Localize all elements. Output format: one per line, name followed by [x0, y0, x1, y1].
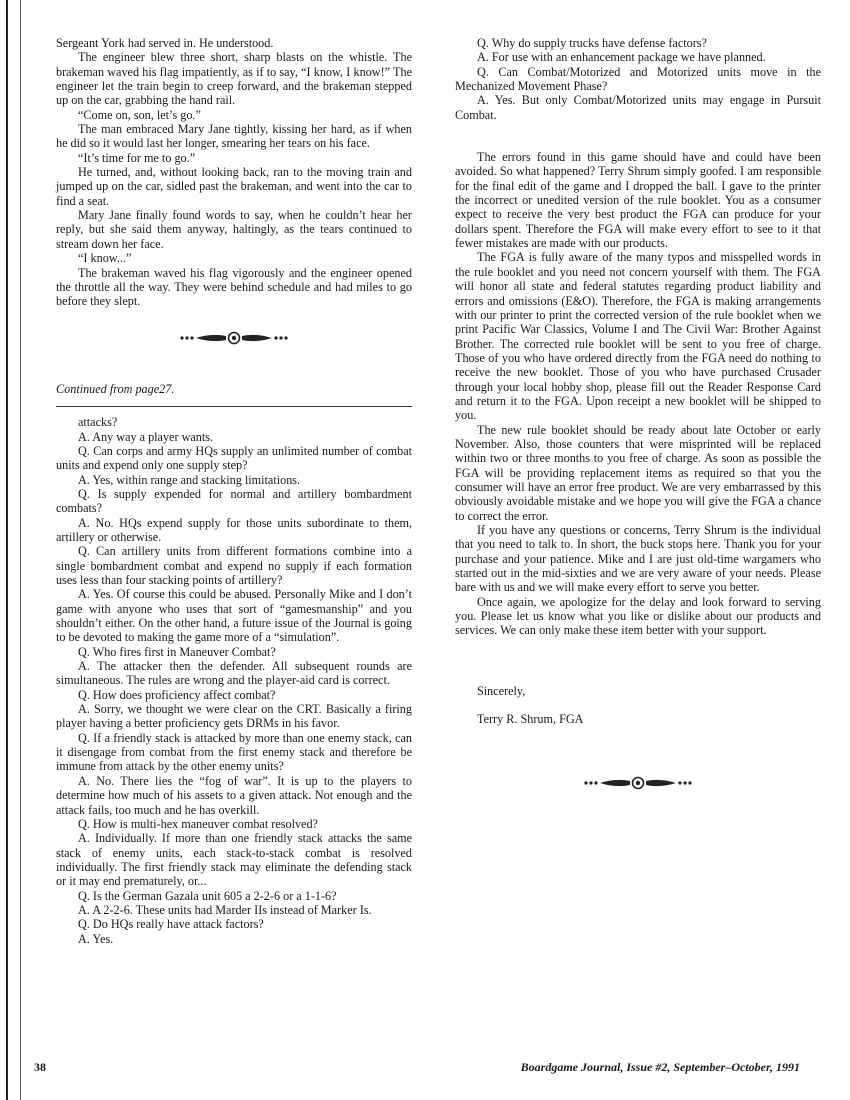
letter-paragraph: The errors found in this game should have and could have been avoided. So what happened? Terry Shrum simply goofed. I am responsible for the final edit of the game and I dropped the ball. I gave to the printer the incorrect or unedited version of the rule booklet. You as a consumer expect to receive the very best product the FGA can produce for your dollars spent. Therefore the FGA will make every effort to see to it that fewer mistakes are made with our products. [455, 150, 821, 251]
qa-prefix: A. [78, 831, 90, 846]
letter-signoff [455, 684, 821, 727]
letter-paragraph: Once again, we apologize for the delay and look forward to serving you. Please let us know what you like or dislike about our products and services. We can only make these item better with your support. [455, 594, 821, 638]
qa-prefix: A. [78, 931, 90, 946]
qa-lead-text: attacks? [78, 415, 118, 430]
qa-prefix: A. [78, 472, 90, 487]
qa-text: Can corps and army HQs supply an unlimited number of combat units and expend only one supply step? [56, 443, 413, 473]
qa-item [56, 774, 412, 817]
qa-prefix: Q. [78, 888, 90, 903]
qa-prefix: Q. [477, 64, 489, 79]
journal-title: Boardgame Journal [520, 1060, 621, 1074]
story-paragraph: “Come on, son, let’s go.” [78, 107, 201, 122]
qa-prefix: Q. [78, 443, 90, 458]
qa-item [56, 688, 412, 702]
qa-text: Can artillery units from different formations combine into a single bombardment combat and expend no supply if each formation uses less than four stacking points of artillery? [56, 544, 412, 587]
qa-item [56, 917, 412, 931]
qa-item [56, 645, 412, 659]
qa-prefix: Q. [78, 816, 90, 831]
story-paragraph: The engineer blew three short, sharp blasts on the whistle. The brakeman waved his flag impatiently, as if to say, “I know, I know!” The engineer let the train begin to creep forward, and the brakeman stepped up on the car, grabbing the hand rail. [56, 50, 412, 108]
left-column [56, 36, 412, 946]
qa-text: Yes. But only Combat/Motorized units may engage in Pursuit Combat. [455, 93, 821, 122]
column-rule [56, 406, 412, 407]
section-divider-ornament [56, 331, 412, 348]
qa-prefix: A. [78, 587, 90, 602]
running-footer [500, 1060, 800, 1075]
qa-prefix: A. [78, 429, 90, 444]
story-paragraph: He turned, and, without looking back, ran to the moving train and jumped up on the car, sidled past the brakeman, and went into the car to find a seat. [56, 165, 412, 208]
story-ending [56, 36, 412, 309]
qa-text: Sorry, we thought we were clear on the CRT. Basically a firing player having a better proficiency gets DRMs in his favor. [56, 702, 412, 731]
qa-section [56, 415, 412, 946]
qa-item [56, 889, 412, 903]
story-paragraph: Mary Jane finally found words to say, when he couldn’t hear her reply, but she said them anyway, haltingly, as the tears continued to stream down her face. [56, 208, 412, 251]
qa-text: If a friendly stack is attacked by more than one enemy stack, can it disengage from combat from the first enemy stack and therefore be immune from attack by the other enemy units? [56, 730, 413, 774]
qa-prefix: Q. [78, 687, 90, 702]
qa-item [56, 702, 412, 731]
qa-item [455, 65, 821, 94]
story-paragraph: “It’s time for me to go.” [78, 150, 196, 165]
letter-paragraph: If you have any questions or concerns, Terry Shrum is the individual that you need to talk to. In short, the buck stops here. Thank you for your purchase and your patience. Mike and I are just old-time wargamers who started out in the mid-sixties and we are very aware of your needs. Please bare with us and we will make every effort to serve you better. [455, 523, 821, 595]
letter-text: The FGA is fully aware of the many typos and misspelled words in the rule booklet and you need not concern yourself with them. The FGA will honor all state and federal statutes regarding product liability and errors and omissions (E&O). Therefore, the FGA is making arrangements with our printer to print the corrected version of the rule booklet when we print Pacific War Classics, Volume I and The Civil War: Brother Against Brother. The corrected rule booklet will be sent to you free of charge. Those of you who have ordered directly from the FGA need do nothing to receive the new booklet. Those of you who have purchased Crusader through your local hobby shop, please fill out the Reader Response Card and return it to the FGA. Upon receipt a new booklet will be shipped to you. [455, 250, 821, 423]
qa-text: Who fires first in Maneuver Combat? [92, 644, 276, 659]
qa-text: Is the German Gazala unit 605 a 2-2-6 or a 1-1-6? [92, 888, 337, 903]
qa-item [56, 516, 412, 545]
qa-prefix: A. [78, 515, 90, 530]
apology-letter [455, 150, 821, 638]
qa-text: Is supply expended for normal and artillery bombardment combats? [56, 486, 412, 516]
qa-prefix: Q. [78, 917, 90, 932]
qa-prefix: A. [78, 659, 90, 674]
qa-continuation [455, 36, 821, 122]
qa-prefix: A. [78, 702, 90, 717]
qa-prefix: Q. [78, 644, 90, 659]
qa-text: Yes. [92, 931, 114, 946]
qa-item [56, 903, 412, 917]
page-number: 38 [34, 1060, 46, 1074]
story-paragraph: The man embraced Mary Jane tightly, kissing her hard, as if when he did so it would last her longer, smearing her tears on his face. [56, 122, 412, 151]
qa-prefix: Q. [78, 486, 90, 501]
qa-text: For use with an enhancement package we have planned. [491, 50, 766, 65]
qa-prefix: Q. [78, 730, 90, 745]
qa-item [56, 831, 412, 888]
continued-from-label: Continued from page27. [56, 381, 175, 396]
qa-text: How is multi-hex maneuver combat resolved? [92, 816, 318, 831]
page-binding-edge [6, 0, 21, 1100]
right-column [455, 36, 821, 804]
qa-text: Yes, within range and stacking limitations. [92, 472, 301, 487]
qa-item [455, 36, 821, 50]
letter-paragraph [455, 250, 821, 422]
qa-item [56, 659, 412, 688]
qa-text: The attacker then the defender. All subsequent rounds are simultaneous. The rules are wrong and the player-aid card is correct. [56, 659, 413, 688]
qa-prefix: A. [78, 773, 90, 788]
qa-text: How does proficiency affect combat? [92, 687, 276, 702]
qa-item [56, 430, 412, 444]
qa-item [455, 93, 821, 122]
qa-text: Any way a player wants. [92, 429, 214, 444]
letter-paragraph: The new rule booklet should be ready about late October or early November. Also, those counters that were misprinted will be replaced within two or three months to you free of charge. As soon as possible the FGA will be providing replacement items as required so that you the consumer will have an error free product. We are very embarrassed by this obviously avoidable mistake and we hope you will give the FGA a chance to correct the error. [455, 422, 821, 523]
issue-info: , Issue #2, September–October, 1991 [620, 1060, 800, 1074]
closing-line: Sincerely, [477, 683, 526, 698]
qa-text: Individually. If more than one friendly stack attacks the same stack of enemy units, each stack-to-stack combat is resolved individually. The first friendly stack may eliminate the defending stack or it may end prematurely, or... [56, 831, 412, 889]
story-paragraph: Sergeant York had served in. He understood. [56, 36, 274, 50]
qa-item [56, 817, 412, 831]
qa-prefix: Q. [78, 544, 90, 559]
qa-item [455, 50, 821, 64]
end-ornament [455, 776, 821, 793]
qa-prefix: A. [78, 902, 90, 917]
qa-prefix: A. [477, 50, 489, 65]
qa-item [56, 932, 412, 946]
qa-item [56, 731, 412, 774]
story-paragraph: The brakeman waved his flag vigorously and the engineer opened the throttle all the way. They were behind schedule and had miles to go before they slept. [56, 265, 412, 309]
qa-text: No. There lies the “fog of war”. It is up to the players to determine how much of his assets to a given attack. Not enough and the attack fails, too much and he has overkill. [56, 773, 413, 817]
qa-text: Why do supply trucks have defense factors? [491, 36, 707, 50]
qa-item [56, 487, 412, 516]
qa-item [56, 587, 412, 644]
qa-text: A 2-2-6. These units had Marder IIs instead of Marker Is. [92, 902, 372, 917]
qa-item [56, 444, 412, 473]
story-paragraph: “I know...” [78, 251, 132, 266]
signature-line: Terry R. Shrum, FGA [477, 712, 584, 727]
qa-item [56, 544, 412, 587]
qa-text: No. HQs expend supply for those units subordinate to them, artillery or otherwise. [56, 515, 413, 544]
qa-text: Do HQs really have attack factors? [92, 917, 264, 932]
qa-prefix: Q. [477, 36, 489, 50]
qa-text: Can Combat/Motorized and Motorized units move in the Mechanized Movement Phase? [455, 64, 821, 94]
qa-text: Yes. Of course this could be abused. Personally Mike and I don’t game with anyone who uses that sort of “gamesmanship” and you shouldn’t either. On the other hand, a future issue of the Journal is going to be devoted to making the game more of a “simulation”. [56, 587, 412, 645]
qa-item [56, 473, 412, 487]
qa-prefix: A. [477, 93, 489, 108]
